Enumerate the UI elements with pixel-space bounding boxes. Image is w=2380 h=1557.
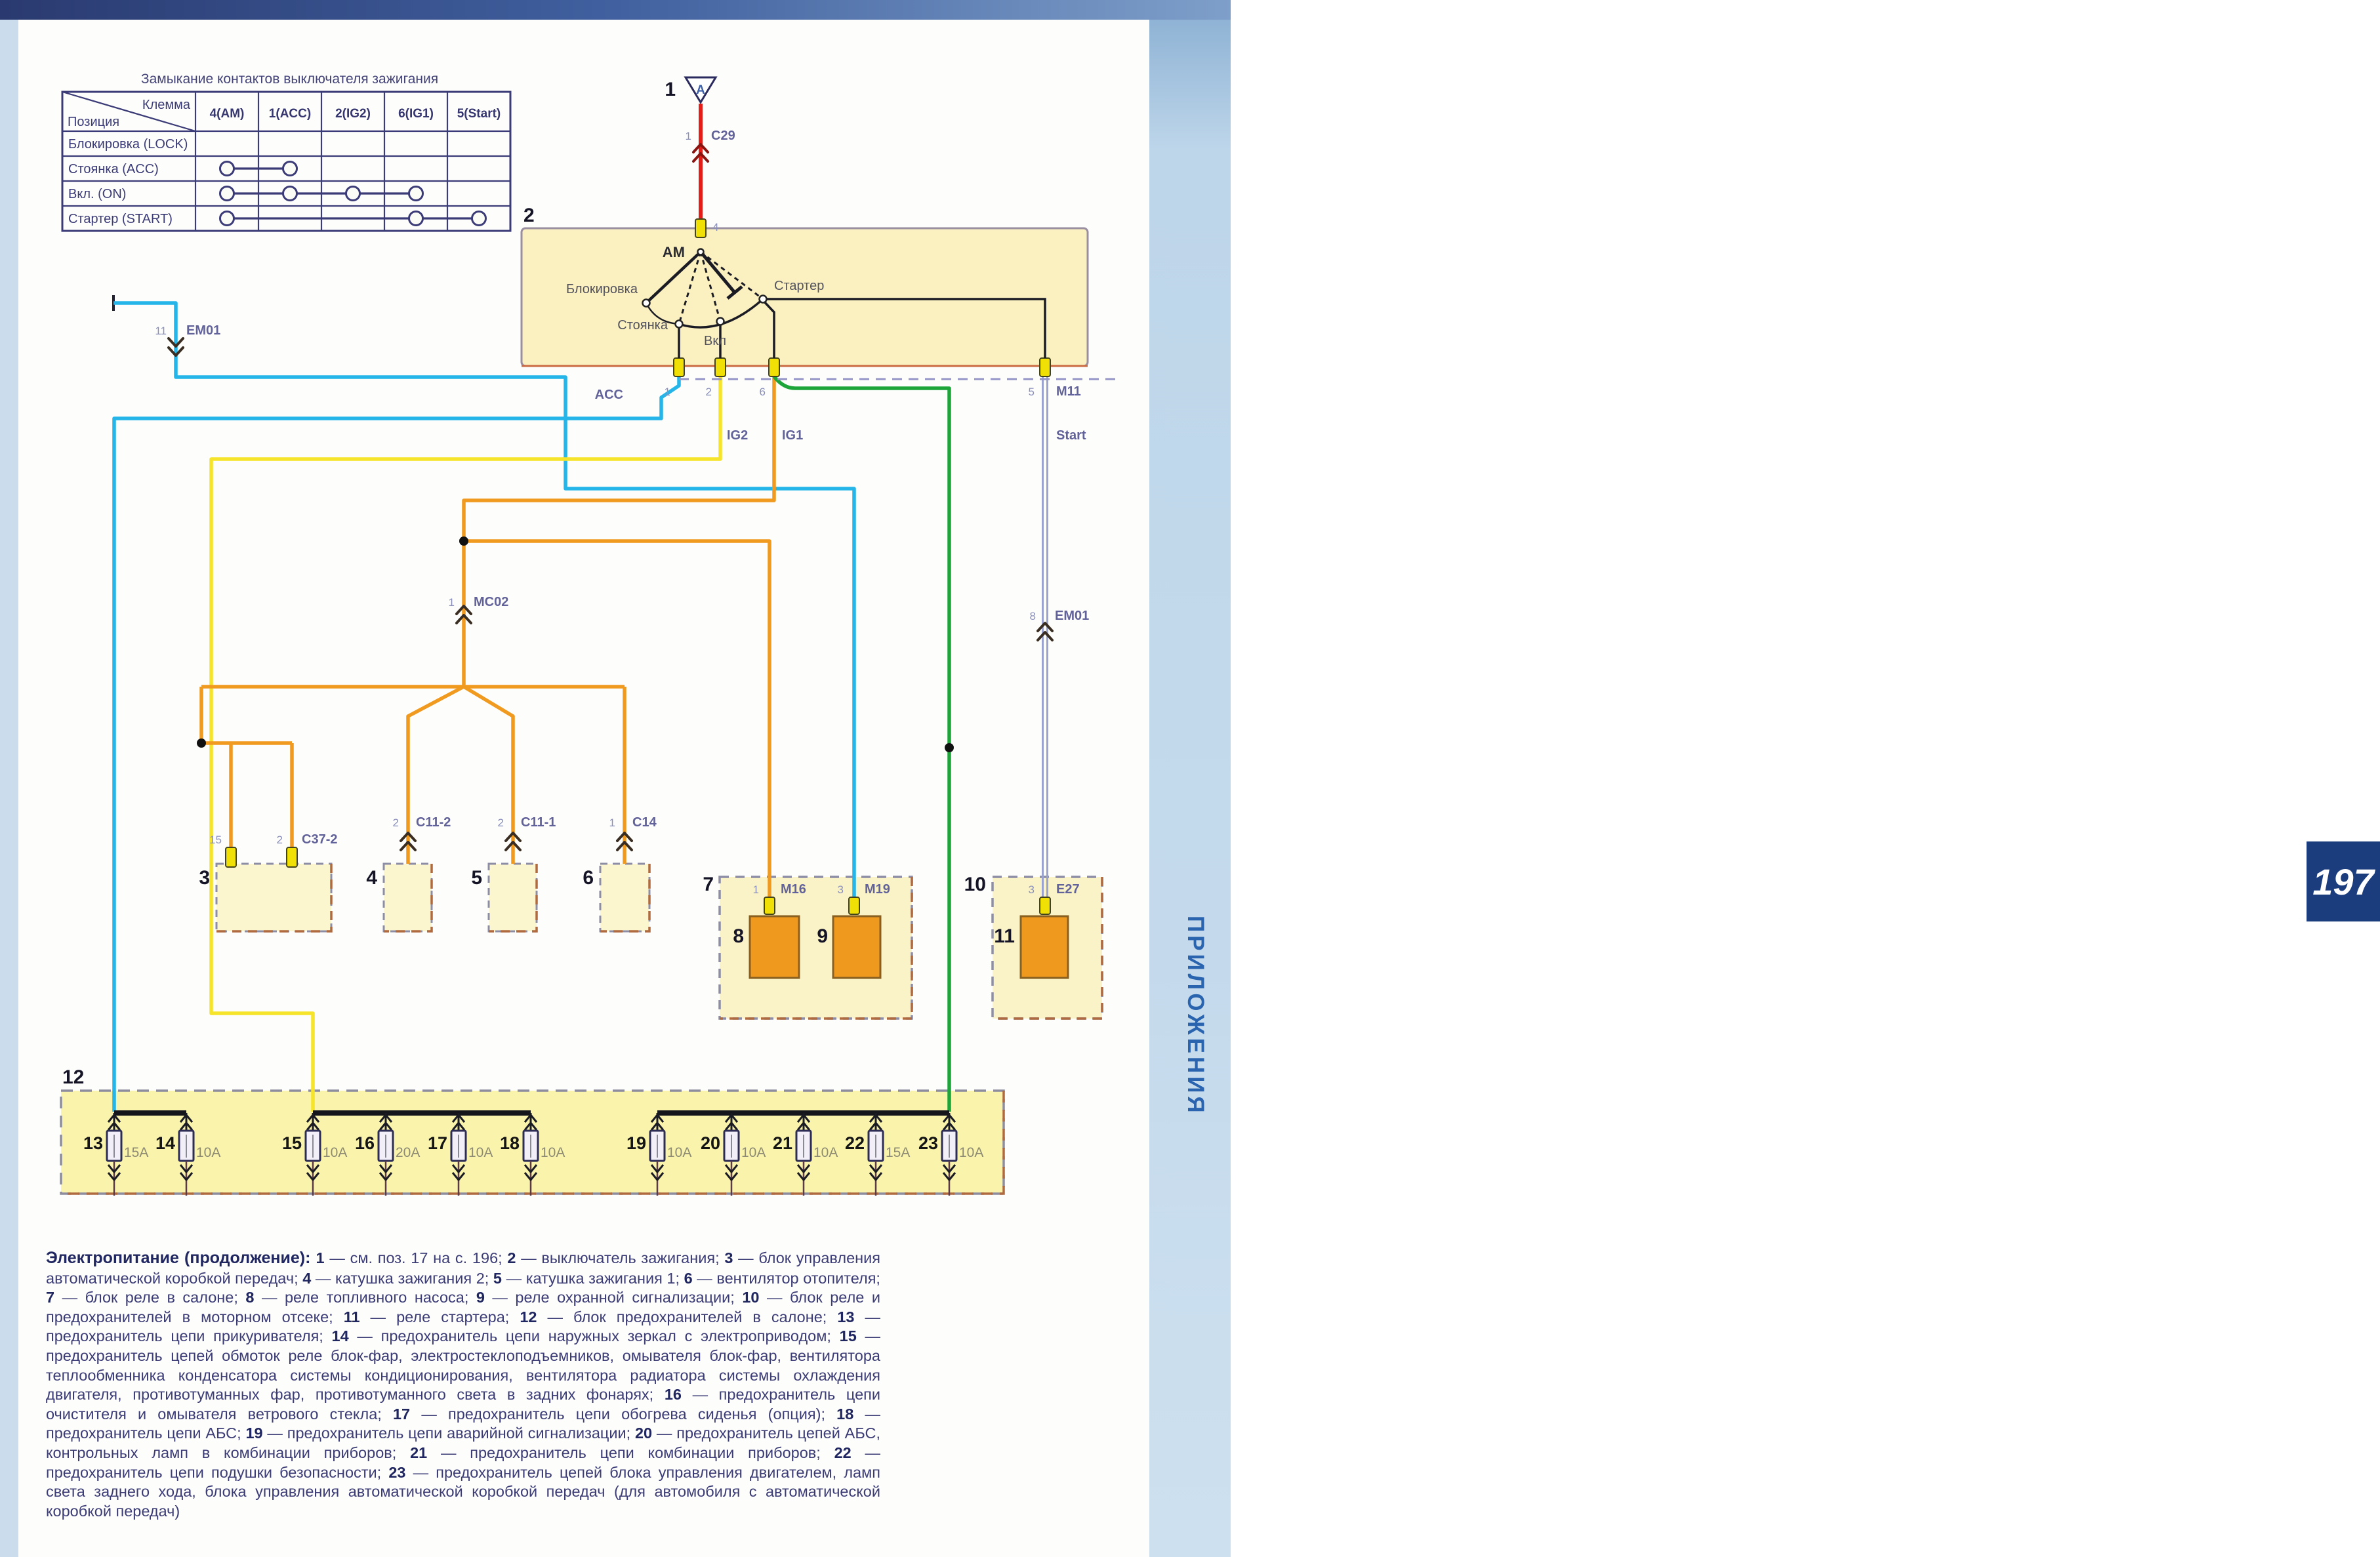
c11-2-label: C11-2	[416, 815, 451, 830]
table-col-header: 4(AM)	[209, 107, 245, 121]
fuse-rating: 10A	[667, 1145, 692, 1160]
ig2-wire-label: IG2	[727, 428, 749, 443]
legend-item-text: — катушка зажигания 2;	[311, 1269, 493, 1287]
am-label: AM	[662, 244, 685, 260]
pin4-label: 4	[712, 221, 719, 233]
pin-m16	[764, 897, 775, 914]
fuse-number: 13	[83, 1133, 103, 1153]
connector-details	[169, 77, 1118, 914]
component6-box	[600, 864, 649, 931]
table-row-label: Блокировка (LOCK)	[68, 137, 188, 152]
contact-circle	[472, 212, 486, 226]
m19-label: M19	[865, 882, 890, 897]
legend-item-number: 1	[316, 1249, 325, 1266]
ig1-fan-legs	[408, 687, 513, 864]
component8-number: 8	[733, 925, 744, 947]
pin-ig2	[715, 358, 726, 376]
component6-number: 6	[583, 867, 594, 889]
legend-item-number: 3	[724, 1249, 733, 1266]
c11-1-label: C11-1	[521, 815, 556, 830]
fuse-rating: 10A	[323, 1145, 348, 1160]
legend-item-number: 13	[837, 1308, 855, 1325]
legend-item-text: — предохранитель цепи комбинации приборов;	[427, 1444, 834, 1461]
m19-pin: 3	[837, 883, 844, 896]
pin-acc	[674, 358, 684, 376]
legend-item-number: 8	[245, 1289, 255, 1306]
legend-item-number: 16	[664, 1386, 682, 1404]
pin-m19	[849, 897, 859, 914]
component10-number: 10	[964, 874, 986, 895]
contact-circle	[346, 187, 360, 201]
legend-text	[46, 1248, 880, 1521]
table-title: Замыкание контактов выключателя зажигания	[140, 71, 439, 87]
fuse-rating: 15A	[886, 1145, 911, 1160]
fuse-number: 19	[626, 1133, 646, 1153]
component12-number: 12	[62, 1066, 85, 1088]
component11-number: 11	[994, 925, 1015, 947]
legend-item-number: 9	[476, 1289, 485, 1306]
table-col-header: 2(IG2)	[335, 107, 371, 121]
component3-box	[216, 864, 331, 931]
em01-right-pin: 8	[1029, 610, 1036, 622]
legend-item-number: 12	[520, 1308, 537, 1325]
fuse-number: 17	[427, 1133, 447, 1153]
c37-2-label: C37-2	[302, 832, 338, 847]
contact-circle	[220, 212, 234, 226]
legend-item-text: — предохранитель цепи прикуривателя;	[46, 1308, 880, 1345]
fuse-number: 21	[772, 1133, 792, 1153]
component7-number: 7	[703, 874, 714, 895]
legend-item-text: — предохранитель цепи подушки безопасности;	[46, 1444, 880, 1481]
c29-label: C29	[711, 129, 735, 143]
table-col-header: 6(IG1)	[398, 107, 434, 121]
legend-item-text: — реле стартера;	[359, 1308, 520, 1325]
fuse-rating: 10A	[541, 1145, 565, 1160]
legend-item-number: 18	[836, 1405, 854, 1423]
table-col-header: 1(ACC)	[268, 107, 312, 121]
e27-pin: 3	[1028, 883, 1035, 896]
em01-right-label: EM01	[1055, 609, 1090, 623]
mc02-label: MC02	[474, 595, 509, 609]
acc-position-label: Стоянка	[617, 318, 668, 333]
table-corner-top: Клемма	[142, 98, 190, 112]
legend-item-number: 20	[634, 1425, 653, 1442]
legend-item-text: — предохранитель цепей блока управления двигателем, ламп света заднего хода, блока управления автоматической коробкой передач (для автомобиля с автоматической коробкой передач)	[46, 1463, 880, 1520]
legend-item-text: — предохранитель цепи аварийной сигнализации;	[262, 1425, 635, 1442]
fuel-pump-relay	[750, 916, 799, 978]
ignition-switch-table	[62, 71, 510, 231]
m11-label: M11	[1056, 384, 1081, 399]
contact-circle	[220, 187, 234, 201]
pin-c37-2	[287, 847, 297, 867]
legend-item-text: — реле охранной сигнализации;	[484, 1289, 743, 1306]
legend-item-text: — предохранитель цепи наружных зеркал с электроприводом;	[348, 1327, 840, 1345]
legend-item-text: — блок реле в салоне;	[54, 1289, 246, 1306]
legend-item-number: 7	[46, 1289, 55, 1306]
junction-dot	[197, 738, 206, 748]
fuse-number: 14	[155, 1133, 175, 1153]
pin5-label: 5	[1028, 386, 1035, 398]
fuse-rating: 15A	[124, 1145, 149, 1160]
start-wire-label: Start	[1056, 428, 1086, 443]
legend-item-number: 4	[302, 1269, 312, 1287]
on-position-label: Вкл	[704, 334, 726, 348]
legend-item-number: 17	[392, 1405, 411, 1423]
legend-item-text: — предохранитель цепи обогрева сиденья (опция);	[410, 1405, 837, 1423]
lock-label: Блокировка	[565, 282, 638, 296]
component9-number: 9	[817, 925, 828, 947]
table-row-label: Стоянка (ACC)	[68, 162, 159, 176]
contact-circle	[220, 162, 234, 176]
c11-2-pin: 2	[392, 817, 399, 829]
fuse-number: 16	[354, 1133, 375, 1153]
power-source-letter: A	[696, 83, 705, 97]
component-boxes	[61, 228, 1102, 1194]
alarm-relay	[833, 916, 880, 978]
starter-relay	[1021, 916, 1068, 978]
ig1-wire-label: IG1	[782, 428, 804, 443]
legend-item-number: 10	[742, 1289, 760, 1306]
legend-item-number: 14	[331, 1327, 349, 1345]
legend-item-text: — катушка зажигания 1;	[502, 1269, 684, 1287]
c14-label: C14	[632, 815, 657, 830]
m16-label: M16	[781, 882, 806, 897]
legend-item-text: — см. поз. 17 на с. 196;	[324, 1249, 508, 1266]
m16-pin: 1	[752, 883, 759, 896]
c37-pin2: 2	[276, 834, 283, 846]
junction-dot	[459, 536, 468, 546]
legend-item-text: — реле топливного насоса;	[254, 1289, 476, 1306]
em01-right-chevron	[1038, 623, 1052, 640]
fuse-number: 15	[281, 1133, 302, 1153]
table-col-header: 5(Start)	[457, 107, 501, 121]
em01-left-pin: 11	[155, 325, 167, 337]
contact-circle	[409, 212, 423, 226]
pin6-label: 6	[759, 386, 766, 398]
fuse-rating: 10A	[959, 1145, 984, 1160]
component3-number: 3	[199, 867, 210, 889]
legend-item-text: — блок предохранителей в салоне;	[537, 1308, 838, 1325]
fuse-rating: 10A	[813, 1145, 838, 1160]
legend-item-number: 5	[493, 1269, 502, 1287]
contact-circle	[283, 187, 297, 201]
pin-am	[695, 219, 706, 237]
legend-item-text: — предохранитель цепи очистителя и омывателя ветрового стекла;	[46, 1386, 881, 1423]
legend-item-number: 6	[684, 1269, 693, 1287]
legend-item-number: 2	[507, 1249, 516, 1266]
pin2-label: 2	[705, 386, 712, 398]
table-row-label: Вкл. (ON)	[68, 187, 127, 201]
contact-circle	[409, 187, 423, 201]
start-position-label: Стартер	[774, 279, 825, 293]
legend-item-text: — блок управления автоматической коробкой передач;	[46, 1249, 880, 1287]
component4-number: 4	[366, 867, 377, 889]
junction-dot	[945, 743, 954, 752]
page-number-badge: 197	[2307, 841, 2380, 921]
relay-block-cabin-box	[720, 877, 912, 1019]
contact-circle	[283, 162, 297, 176]
pin-ig1	[769, 358, 779, 376]
legend-item-text: — предохранитель цепей АБС, контрольных ламп в комбинации приборов;	[46, 1425, 880, 1461]
legend-item-text: — предохранитель цепи АБС;	[46, 1405, 881, 1442]
legend-item-text: — вентилятор отопителя;	[692, 1269, 880, 1287]
component5-box	[489, 864, 537, 931]
c11-1-pin: 2	[497, 817, 504, 829]
table-corner-bottom: Позиция	[68, 115, 120, 129]
legend-item-text: — блок реле и предохранителей в моторном отсеке;	[46, 1289, 880, 1325]
legend-item-number: 11	[343, 1308, 360, 1325]
pin-c37-15	[226, 847, 236, 867]
legend-item-number: 22	[834, 1444, 851, 1461]
pin1-label: 1	[664, 386, 670, 398]
start-wire-lavender	[1043, 376, 1048, 899]
acc-wire-label: ACC	[594, 388, 623, 402]
fuse-rating: 10A	[468, 1145, 493, 1160]
table-row-label: Стартер (START)	[68, 212, 173, 226]
fuse-number: 22	[844, 1133, 865, 1153]
c37-pin15: 15	[209, 834, 222, 846]
legend-item-number: 21	[410, 1444, 428, 1461]
ig1-wire-orange	[464, 376, 774, 687]
legend-intro: Электропитание (продолжение):	[46, 1249, 316, 1267]
c14-pin: 1	[609, 817, 615, 829]
pin-e27	[1040, 897, 1050, 914]
fuse-number: 18	[499, 1133, 520, 1153]
fuse-number: 23	[918, 1133, 938, 1153]
legend-item-number: 15	[839, 1327, 857, 1345]
em01-left-label: EM01	[186, 323, 221, 338]
legend-item-number: 19	[245, 1425, 263, 1442]
fuse-rating: 20A	[396, 1145, 421, 1160]
ignition-switch-box	[522, 228, 1088, 366]
component4-box	[384, 864, 432, 931]
section-title-vertical: ПРИЛОЖЕНИЯ	[1183, 916, 1208, 1116]
e27-label: E27	[1056, 882, 1080, 897]
fuse-rating: 10A	[196, 1145, 221, 1160]
component1-number: 1	[665, 79, 676, 100]
legend-item-number: 23	[388, 1463, 406, 1481]
c29-pin: 1	[685, 130, 691, 142]
component2-number: 2	[523, 205, 535, 226]
legend-item-text: — предохранитель цепей обмоток реле блок-фар, электростеклоподъемников, омывателя блок-фар, вентилятора теплообменника конденсатора системы кондиционирования, вентилятора радиатора системы охлаждения двигателя, противотуманных фар, противотуманного света в задних фонарях;	[46, 1327, 880, 1404]
fuse-number: 20	[700, 1133, 720, 1153]
component5-number: 5	[471, 867, 482, 889]
legend-item-text: — выключатель зажигания;	[516, 1249, 725, 1266]
fuse-rating: 10A	[741, 1145, 766, 1160]
pin-start	[1040, 358, 1050, 376]
mc02-pin: 1	[448, 596, 455, 609]
